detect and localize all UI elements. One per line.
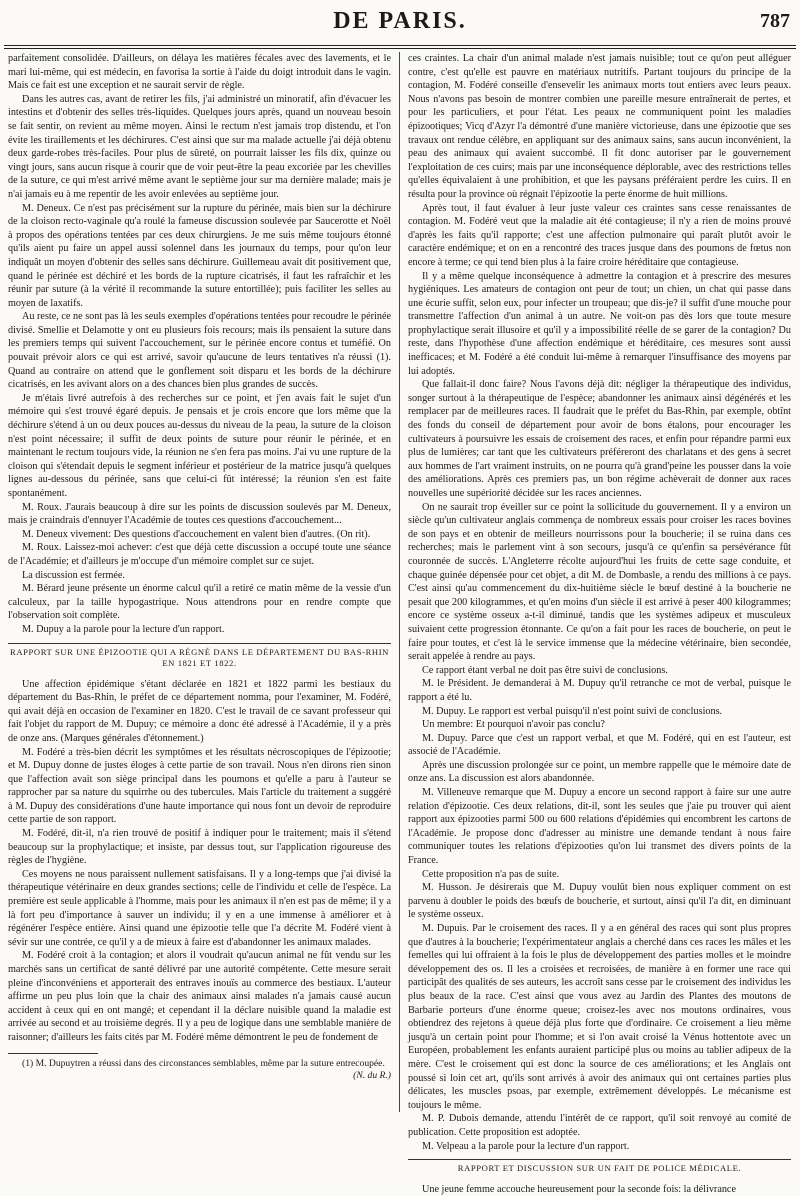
column-divider — [399, 52, 400, 1112]
paragraph: M. Dupuy. Parce que c'est un rapport verbal, et que M. Fodéré, qui en est l'auteur, est associé de l'Académie. — [408, 732, 791, 758]
page-header — [0, 0, 800, 46]
paragraph: Une affection épidémique s'étant déclarée en 1821 et 1822 parmi les bestiaux du département du Bas-Rhin, le préfet de ce département nomma, pour l'examiner, M. Fodéré, qui avait déjà en occasion de l'examiner en 1820. C'est le travail de ce savant professeur qui fait l'objet du rapport de M. Dupuy; ce mémoire a donc été adressé à l'Académie, il y a près de onze ans. (Marques générales d'étonnement.) — [8, 678, 391, 744]
paragraph: M. Bérard jeune présente un énorme calcul qu'il a retiré ce matin même de la vessie d'un calculeux, par la taille hypogastrique. Nous attendrons pour en rendre compte que l'observation soit complète. — [8, 583, 391, 622]
paragraph: Un membre: Et pourquoi n'avoir pas conclu? — [422, 719, 605, 731]
paragraph: Ce rapport étant verbal ne doit pas être suivi de conclusions. — [422, 664, 668, 676]
header-rule — [4, 45, 796, 46]
paragraph: Il y a même quelque inconséquence à admettre la contagion et à prescrire des mesures hygiéniques. Les amateurs de contagion ont peur de tout; un chien, un chat qui passe dans une écurie suffit, selon eux, pour infecter un troupeau; que dis-je? il suffit d'une mouche pour transmettre l'affection d'un animal à un autre. Ne voit-on pas dès lors que toute mesure prophylactique serait illusoire et qu'il y a impossibilité réelle de se garer de la contagion? Du reste, dans l'hypothèse d'une affection endémique et héréditaire, ces mesures sont aussi inefficaces; et M. Fodéré a été conduit lui-même à remarquer l'insuffisance des moyens par lui adoptés. — [408, 270, 791, 377]
section-title: RAPPORT ET DISCUSSION SUR UN FAIT DE POLICE MÉDICALE. — [408, 1159, 791, 1175]
footnote-rule — [8, 1053, 98, 1054]
paragraph: M. Fodéré croit à la contagion; et alors il voudrait qu'aucun animal ne fût vendu sur les marchés sans un certificat de santé délivré par une autorité compétente. Cette mesure serait pleine d'inconvéniens et apporterait des entraves inouïs au commerce des bestiaux. L'auteur affirme un peu plus loin que la chair des animaux ainsi malades n'a jamais causé aucun accident à ceux qui en ont mangé; et cependant il la déclare nuisible quand la maladie est arrivée au second et au troisième degrés. Il y a peu de logique dans une semblable manière de raisonner; d'ailleurs les faits cités par M. Fodéré même démontrent le peu de fondement de — [8, 950, 391, 1043]
paragraph: M. Fodéré a très-bien décrit les symptômes et les résultats nécroscopiques de l'épizootie; et M. Dupuy donne de justes éloges à cette partie de son travail. Nous n'en dirons rien sinon que l'affection avait son siège principal dans les poumons et qu'elle a paru à l'auteur se rapprocher par sa nature du squirrhe ou des tubercules. Mais l'article du traitement a suggéré à M. Dupuy des considérations d'une haute importance qui nous font un devoir de reproduire cette partie de son rapport. — [8, 746, 391, 826]
paragraph: M. Husson. Je désirerais que M. Dupuy voulût bien nous expliquer comment on est parvenu à doubler le poids des bœufs de boucherie, et surtout, ainsi qu'il l'a dit, en diminuant le système osseux. — [408, 882, 791, 921]
running-title: DE PARIS. — [333, 8, 467, 34]
paragraph: M. Velpeau a la parole pour la lecture d'un rapport. — [422, 1140, 630, 1152]
paragraph: Je m'étais livré autrefois à des recherches sur ce point, et j'en avais fait le sujet d'un mémoire qui s'est trouvé égaré depuis. Je pensais et je crois encore que lors même que la déchirure s'étend à un ou deux pouces au-dessus du niveau de la peau, la suture de la cloison n'est point nécessaire; il suffit de deux points de suture pour réunir le périnée, et en maintenant le rectum toujours vide, la réunion ne s'en fera pas moins. J'ai vu une rupture de la cloison qui s'étendait depuis le segment inférieur et postérieur de la matrice jusqu'à quelques lignes au-dessous du périnée, sans que celui-ci fût intéressé; la réunion s'en est faite spontanément. — [8, 392, 391, 499]
paragraph: M. P. Dubois demande, attendu l'intérêt de ce rapport, qu'il soit renvoyé au comité de publication. Cette proposition est adoptée. — [408, 1113, 791, 1138]
paragraph: M. Dupuy. Le rapport est verbal puisqu'il n'est point suivi de conclusions. — [422, 705, 723, 717]
paragraph: M. Deneux vivement: Des questions d'accouchement en valent bien d'autres. (On rit). — [22, 528, 371, 540]
paragraph: Après tout, il faut évaluer à leur juste valeur ces craintes sans cesse renaissantes de contagion. M. Fodéré veut que la maladie ait été contagieuse; il n'y a rien de moins prouvé d'après les faits qu'il rapporte; c'est une affection pulmonaire qui paraît plutôt avoir le caractère endémique; et on en a rencontré des traces jusque dans des poumons de fœtus non encore à terme; ce qui tend bien plus à la faire croire héréditaire que contagieuse. — [408, 202, 791, 268]
paragraph: M. Deneux. Ce n'est pas précisément sur la rupture du périnée, mais bien sur la déchirure de la cloison recto-vaginale qu'a roulé la fameuse discussion soulevée par Saucerotte et Noël à propos des opérations tentées par ces deux chirurgiens. Je me suis même toujours étonné qu'ils aient pu faire un appel aussi solennel dans les journaux du temps, pour qu'on leur indiquât un moyen d'obtenir des selles sans déchirure. Guillemeau avait dit positivement que, quand le périnée est déchiré et les bords de la rupture cicatrisés, il faut les rafraîchir et les réunir par suture (à la vérité il recommande la suture entortillée); puis faciliter les selles au moyen de laxatifs. — [8, 202, 391, 309]
paragraph: M. Roux. Laissez-moi achever: c'est que déjà cette discussion a occupé toute une séance de l'Académie; et d'ailleurs je m'occupe d'un mémoire complet sur ce sujet. — [8, 542, 391, 567]
page-number: 787 — [760, 10, 790, 32]
paragraph: Dans les autres cas, avant de retirer les fils, j'ai administré un minoratif, afin d'évacuer les intestins et d'obtenir des selles très-liquides. Quelques jours après, quand un nouveau besoin se fait sentir, on revient au même moyen. Ainsi le rectum n'est jamais trop distendu, et l'on évite les tiraillements et les déchirures. C'est ainsi que sur ma malade actuelle j'ai déjà obtenu deux garde-robes très-faciles. Pour plus de sûreté, on pourrait laisser les fils dix, quinze ou vingt jours, sans aucun risque à courir que de voir peut-être la peau excoriée par les chevilles de la suture, ce qui m'est arrivé même avant le septième jour sur ma dernière malade; mais je n'ai jamais eu à me repentir de les avoir enlevées au septième jour. — [8, 93, 391, 200]
paragraph: Cette proposition n'a pas de suite. — [422, 868, 560, 880]
paragraph: Une jeune femme accouche heureusement pour la seconde fois: la délivrance — [422, 1183, 736, 1195]
paragraph: M. Dupuy a la parole pour la lecture d'un rapport. — [22, 623, 225, 635]
paragraph: La discussion est fermée. — [22, 569, 125, 581]
paragraph: On ne saurait trop éveiller sur ce point la sollicitude du gouvernement. Il y a environ un siècle qu'un cultivateur anglais commença de nombreux essais pour croiser les races bovines de son pays et en obtenir de meilleurs nourrissons pour la boucherie; il se ruina dans ces recherches; mais le parlement vint à son secours, jusqu'à ce qu'enfin sa persévérance fût couronnée de succès. L'Angleterre récolte aujourd'hui les fruits de cette sage conduite, et chaque guinée dépensée pour cet objet, a dit M. de Dombasle, a rendu des millions à ce pays. C'est ainsi qu'au commencement du dix-huitième siècle le bœuf destiné à la boucherie ne pesait que 200 kilogrammes, et qu'en moins d'un siècle il est arrivé à peser 400 kilogrammes; encore ce système osseux a-t-il diminué, tandis que les systèmes adipeux et musculeux suivaient cette progression étonnante. Ce qu'on a fait pour les races de boucherie, on peut le faire pour toutes, et c'est là le service immense que la médecine vétérinaire, bien secondée, serait appelée à rendre au pays. — [408, 501, 791, 663]
right-column — [408, 52, 791, 1195]
footnote — [8, 1057, 391, 1082]
left-column — [8, 52, 391, 1110]
paragraph: Que fallait-il donc faire? Nous l'avons déjà dit: négliger la thérapeutique des individus, songer surtout à la thérapeutique de l'espèce; abandonner les animaux ainsi dégénérés et les remplacer par de meilleures races. Il faudrait que le préfet du Bas-Rhin, par exemple, obtînt des fonds du conseil de département pour avoir de bons étalons, pour encourager les cultivateurs à poursuivre les essais de croisement des races, et enfin pour répandre parmi eux plus de lumières; car tant que les cultivateurs préféreront des charlatans et des gens à secret aux hommes de l'art vraiment instruits, on ne pourra qu'à grand'peine les pousser dans la voie des améliorations. Après ces premiers pas, un bon régime achèverait de donner aux races nouvelles une supériorité décidée sur les races anciennes. — [408, 379, 791, 499]
paragraph: M. Fodéré, dit-il, n'a rien trouvé de positif à indiquer pour le traitement; mais il s'étend beaucoup sur la prophylactique; et insiste, par dessus tout, sur l'application rigoureuse des règles de l'hygiène. — [8, 828, 391, 867]
paragraph: ces craintes. La chair d'un animal malade n'est jamais nuisible; tout ce qu'on peut alléguer contre, c'est qu'elle est pauvre en matériaux nutritifs. Partant toujours du principe de la contagion, M. Fodéré conseille d'ensevelir les animaux morts tout entiers avec leurs peaux. Nous n'avons pas besoin de montrer combien une pareille mesure entraînerait de pertes, et pour les particuliers, et pour l'état. Les peaux ne communiquent point les maladies épizootiques; Vicq d'Azyr l'a démontré d'une manière victorieuse, dans une épizootie que ses travaux ont rendue célèbre, en appliquant sur des animaux sains, sans aucun inconvénient, la peau des animaux qui avaient succombé. Il fit donc autoriser par le gouvernement l'exploitation de ces cuirs; mais par une inconséquence déplorable, avec des restrictions telles qu'elles équivalaient à une prohibition, et que les paysans préféraient perdre les cuirs. Il en résulta pour la province où régnait l'épizootie la perte énorme de huit millions. — [408, 53, 791, 200]
paragraph: Après une discussion prolongée sur ce point, un membre rappelle que le mémoire date de onze ans. La discussion est alors abandonnée. — [408, 759, 791, 785]
footnote-signature: (N. du R.) — [353, 1070, 391, 1082]
paragraph: Au reste, ce ne sont pas là les seuls exemples d'opérations tentées pour recoudre le périnée divisé. Smellie et Delamotte y ont eu plusieurs fois recours; mais ils pensaient la suture dans les premiers temps qui suivent l'accouchement, sur le périnée encore contus et tuméfié. On pouvait prévoir alors ce qui est arrivé, savoir qu'aucune de leurs tentatives n'a réussi (1). Quand au contraire on attend que le gonflement soit disparu et les bords de la déchirure cicatrisés, en les avivant alors on a des chances bien plus grandes de succès. — [8, 311, 391, 391]
paragraph: M. Roux. J'aurais beaucoup à dire sur les points de discussion soulevés par M. Deneux, mais je craindrais d'ennuyer l'Académie de toutes ces questions d'accouchement... — [8, 501, 391, 527]
section-title: RAPPORT SUR UNE ÉPIZOOTIE QUI A RÉGNÉ DANS LE DÉPARTEMENT DU BAS-RHIN EN 1821 ET 1822. — [8, 643, 391, 670]
header-rule-thin — [4, 48, 796, 49]
paragraph: M. Dupuis. Par le croisement des races. Il y a en général des races qui sont plus propres que d'autres à la boucherie; l'expérimentateur anglais a cherché dans ces races les mâles et les femelles qui lui offraient à la fois le plus de développement des parties molles et le moindre développement des os. Il les a croisées et recroisées, de manière à en former une race qui participât des qualités de ses auteurs, les accroît sans cesse par le croisement des individus les plus beaux de la race. C'est ainsi que vous avez au Jardin des Plantes des moutons de Barbarie porteurs d'une énorme queue; croisez-les avec nos moutons ordinaires, vous obtiendrez des rejetons à queue déjà plus forte que d'ordinaire. Ce croisement a lieu même jusqu'à un certain point pour l'homme; et si l'on avait croisé la Vénus hottentote avec un Européen, probablement les enfants auraient participé plus ou moins au tablier adipeux de la mère. C'est le croisement qui est donc la source de ces améliorations; et les Anglais ont poussé si loin cet art, qu'ils sont arrivés à avoir des animaux qui ont certaines parties plus délicates, les muscles psoas, par exemple, extrêmement développés. Le mécanisme est toujours le même. — [408, 923, 791, 1111]
footnote-text: (1) M. Dupuytren a réussi dans des circonstances semblables, même par la suture entrecoupée. — [22, 1057, 385, 1069]
paragraph: M. le Président. Je demanderai à M. Dupuy qu'il retranche ce mot de verbal, puisque le rapport a été lu. — [408, 678, 791, 703]
paragraph: parfaitement consolidée. D'ailleurs, on délaya les matières fécales avec des lavements, et le mari lui-même, qui est médecin, en favorisa la sortie à l'aide du doigt introduit dans le vagin. Mais ce fait est une exception et ne saurait servir de règle. — [8, 53, 391, 92]
paragraph: M. Villeneuve remarque que M. Dupuy a encore un second rapport à faire sur une autre relation d'épizootie. Ces deux relations, dit-il, sont les seules que j'aie pu trouver qui aient rapport aux épizooties parmi 500 ou 600 relations d'épidémies qui encombrent les cartons de l'Académie. Je propose donc d'adresser au ministre une demande tendant à nous faire communiquer toutes les relations d'épizooties qu'on lui transmet des divers points de la France. — [408, 787, 791, 867]
paragraph: Ces moyens ne nous paraissent nullement satisfaisans. Il y a long-temps que j'ai divisé la thérapeutique vétérinaire en deux grandes sections; celle de l'individu et celle de l'espèce. La première est seule applicable à l'homme, mais pour les animaux il n'en est pas de même; il y a là fort peu d'importance à sauver un individu; il y en a une immense à améliorer et à régénérer l'espèce entière. Ainsi quand une épizootie telle que l'a décrite M. Fodéré vient à sévir sur une contrée, ce qu'il y a de mieux à faire est d'abandonner les animaux malades. — [8, 868, 391, 948]
